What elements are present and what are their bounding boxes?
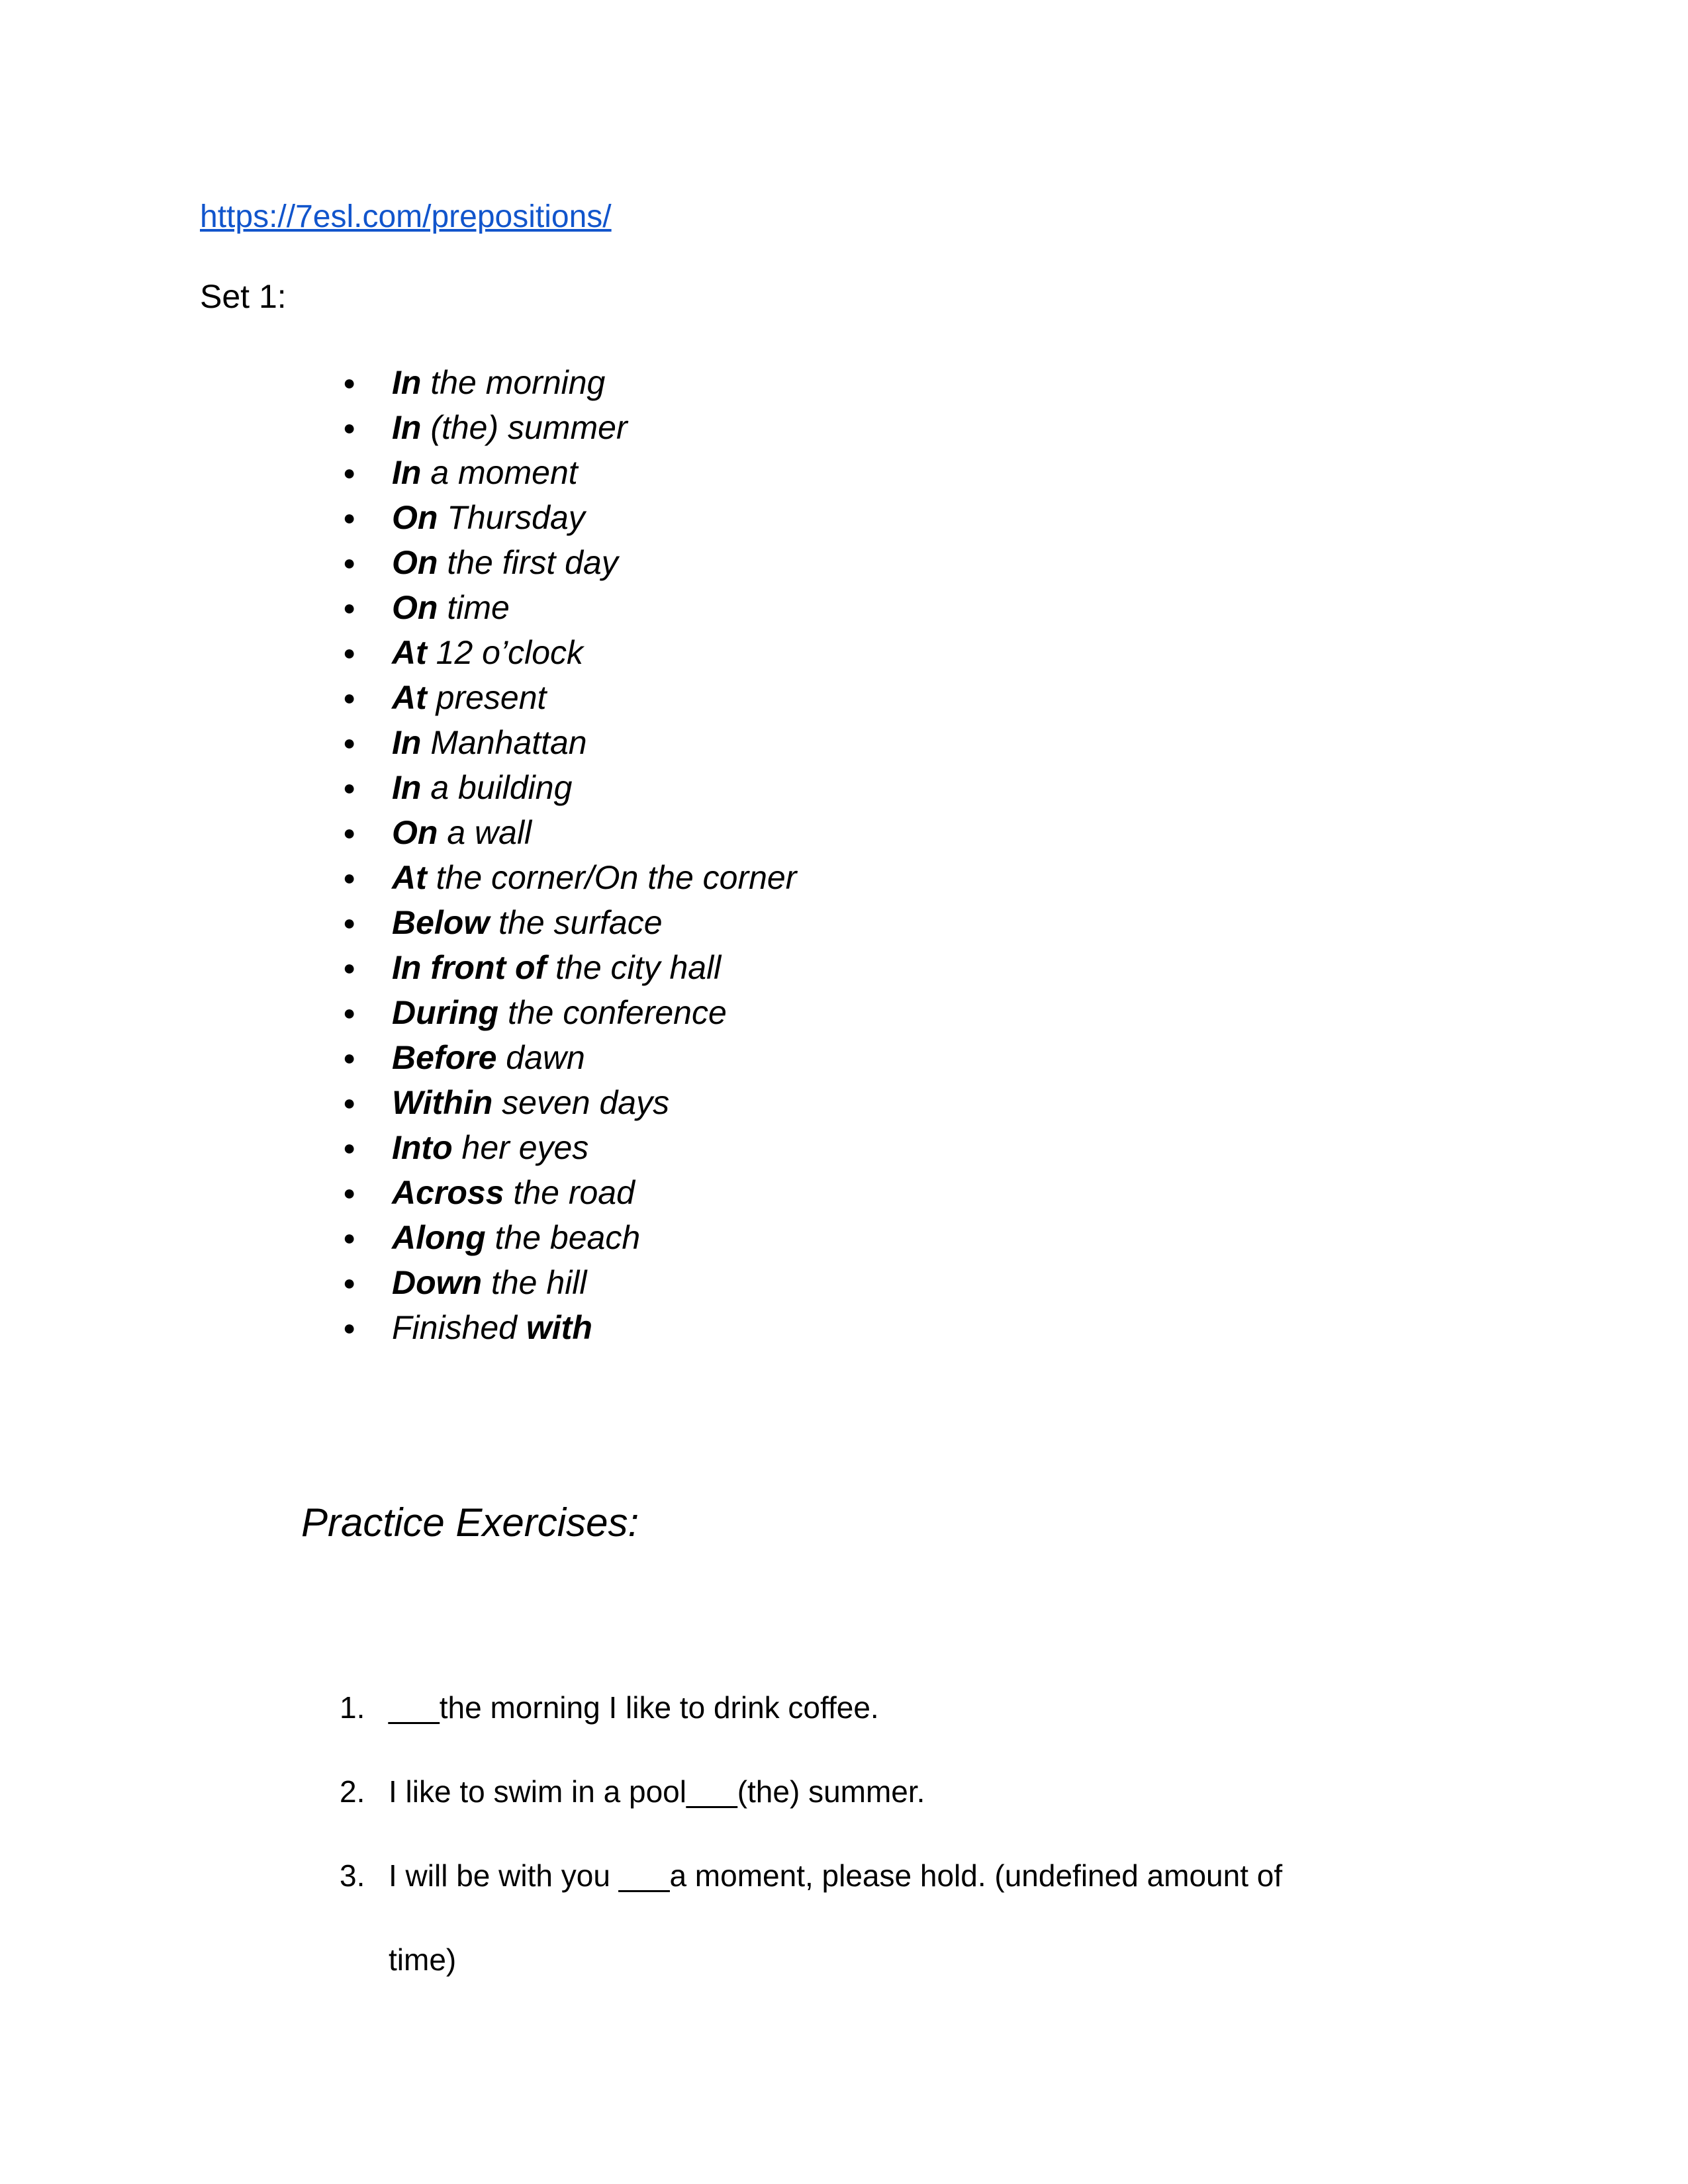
bullet-item-text <box>392 1219 640 1256</box>
bullet-item <box>343 1035 796 1080</box>
preposition-bold: On <box>392 814 438 851</box>
preposition-bold: Into <box>392 1129 453 1166</box>
prepositions-url-link[interactable]: https://7esl.com/prepositions/ <box>200 199 612 234</box>
bullet-item <box>343 1260 796 1305</box>
bullet-item <box>343 630 796 675</box>
bullet-icon: ● <box>343 1091 356 1115</box>
bullet-item <box>343 405 796 450</box>
bullet-item <box>343 1215 796 1260</box>
preposition-bold: On <box>392 544 438 581</box>
bullet-icon: ● <box>343 596 356 619</box>
preposition-bold: with <box>526 1309 592 1346</box>
preposition-bold: In <box>392 364 422 401</box>
phrase-text: Manhattan <box>421 724 587 761</box>
phrase-text: the morning <box>421 364 606 401</box>
bullet-item <box>343 720 796 765</box>
bullet-item-text <box>392 859 796 896</box>
phrase-text: time <box>438 589 510 626</box>
preposition-bold: On <box>392 499 438 536</box>
bullet-icon: ● <box>343 686 356 709</box>
phrase-text: the road <box>504 1174 635 1211</box>
exercise-text <box>389 1666 879 1750</box>
practice-heading: Practice Exercises: <box>301 1500 639 1545</box>
preposition-list <box>343 360 797 1350</box>
exercise-line: time) <box>389 1942 457 1977</box>
exercise-list <box>340 1666 1282 2002</box>
bullet-icon: ● <box>343 956 356 979</box>
bullet-icon: ● <box>343 416 356 439</box>
phrase-text: seven days <box>492 1084 670 1121</box>
exercise-item <box>340 1834 1282 2002</box>
bullet-icon: ● <box>343 371 356 394</box>
phrase-text: her eyes <box>452 1129 589 1166</box>
phrase-text: dawn <box>496 1039 585 1076</box>
preposition-bold: At <box>392 634 427 671</box>
preposition-bold: In <box>392 454 422 491</box>
preposition-bold: In front of <box>392 949 547 986</box>
bullet-item-text <box>392 1129 588 1166</box>
bullet-item <box>343 1080 796 1125</box>
bullet-item <box>343 1170 796 1215</box>
bullet-item <box>343 1305 796 1350</box>
bullet-item <box>343 855 797 900</box>
bullet-item-text <box>392 634 583 671</box>
bullet-item-text <box>392 364 605 401</box>
bullet-icon: ● <box>343 1271 356 1295</box>
preposition-bold: In <box>392 409 422 446</box>
preposition-bold: On <box>392 589 438 626</box>
bullet-item <box>343 765 796 810</box>
phrase-text: (the) summer <box>421 409 628 446</box>
bullet-item-text <box>392 499 585 536</box>
preposition-bold: Across <box>392 1174 504 1211</box>
bullet-item-text <box>392 1084 669 1121</box>
exercise-line: ___the morning I like to drink coffee. <box>389 1690 879 1725</box>
exercise-text <box>389 1750 925 1834</box>
bullet-item-text <box>392 904 663 941</box>
bullet-item <box>343 450 796 495</box>
bullet-item <box>343 675 796 720</box>
phrase-text: present <box>426 679 547 716</box>
set-label: Set 1: <box>200 278 287 315</box>
phrase-text: the hill <box>482 1264 587 1301</box>
bullet-item-text <box>392 589 510 626</box>
preposition-bold: Before <box>392 1039 497 1076</box>
preposition-bold: At <box>392 679 427 716</box>
preposition-bold: Within <box>392 1084 493 1121</box>
bullet-item-text <box>392 1174 635 1211</box>
bullet-icon: ● <box>343 1136 356 1160</box>
preposition-bold: In <box>392 724 422 761</box>
exercise-number: 1. <box>340 1690 365 1725</box>
exercise-item <box>340 1666 1282 1750</box>
bullet-item-text <box>392 1039 585 1076</box>
exercise-number: 2. <box>340 1774 365 1809</box>
phrase-text: the beach <box>485 1219 641 1256</box>
bullet-item-text <box>392 814 532 851</box>
phrase-text: the conference <box>498 994 727 1031</box>
bullet-item-text <box>392 1264 587 1301</box>
bullet-item-text <box>392 454 578 491</box>
exercise-item <box>340 1750 1282 1834</box>
bullet-icon: ● <box>343 641 356 664</box>
bullet-item <box>343 900 796 945</box>
bullet-item <box>343 810 796 855</box>
preposition-bold: In <box>392 769 422 806</box>
bullet-item-text <box>392 679 546 716</box>
preposition-bold: Along <box>392 1219 486 1256</box>
exercise-number: 3. <box>340 1858 365 1893</box>
bullet-item-text <box>392 949 721 986</box>
bullet-icon: ● <box>343 911 356 934</box>
bullet-icon: ● <box>343 731 356 754</box>
bullet-icon: ● <box>343 461 356 484</box>
phrase-text: a building <box>421 769 573 806</box>
preposition-bold: Below <box>392 904 490 941</box>
bullet-icon: ● <box>343 821 356 844</box>
bullet-item-text <box>392 994 727 1031</box>
bullet-item <box>343 1125 796 1170</box>
preposition-bold: During <box>392 994 499 1031</box>
bullet-icon: ● <box>343 1226 356 1250</box>
bullet-icon: ● <box>343 506 356 529</box>
preposition-bold: At <box>392 859 427 896</box>
exercise-line: I like to swim in a pool___(the) summer. <box>389 1774 925 1809</box>
bullet-icon: ● <box>343 551 356 574</box>
bullet-item-text <box>392 724 587 761</box>
preposition-bold: Down <box>392 1264 483 1301</box>
bullet-item-text <box>392 544 618 581</box>
bullet-icon: ● <box>343 1316 356 1340</box>
phrase-text: Thursday <box>438 499 585 536</box>
bullet-icon: ● <box>343 866 356 889</box>
bullet-item-text <box>392 769 572 806</box>
bullet-item <box>343 360 796 405</box>
bullet-item <box>343 495 796 540</box>
phrase-text: the surface <box>489 904 663 941</box>
bullet-item-text <box>392 409 628 446</box>
bullet-item-text <box>392 1309 592 1346</box>
phrase-text: Finished <box>392 1309 526 1346</box>
bullet-icon: ● <box>343 1181 356 1205</box>
bullet-icon: ● <box>343 1046 356 1069</box>
phrase-text: the first day <box>438 544 618 581</box>
phrase-text: the city hall <box>546 949 722 986</box>
bullet-icon: ● <box>343 1001 356 1024</box>
bullet-item <box>343 990 796 1035</box>
phrase-text: 12 o’clock <box>426 634 583 671</box>
bullet-item <box>343 585 796 630</box>
phrase-text: a wall <box>438 814 532 851</box>
exercise-text <box>389 1834 1282 2002</box>
phrase-text: the corner/On the corner <box>426 859 797 896</box>
bullet-item <box>343 540 796 585</box>
bullet-item <box>343 945 796 990</box>
phrase-text: a moment <box>421 454 578 491</box>
exercise-line: I will be with you ___a moment, please hold. (undefined amount of <box>389 1858 1283 1893</box>
bullet-icon: ● <box>343 776 356 799</box>
